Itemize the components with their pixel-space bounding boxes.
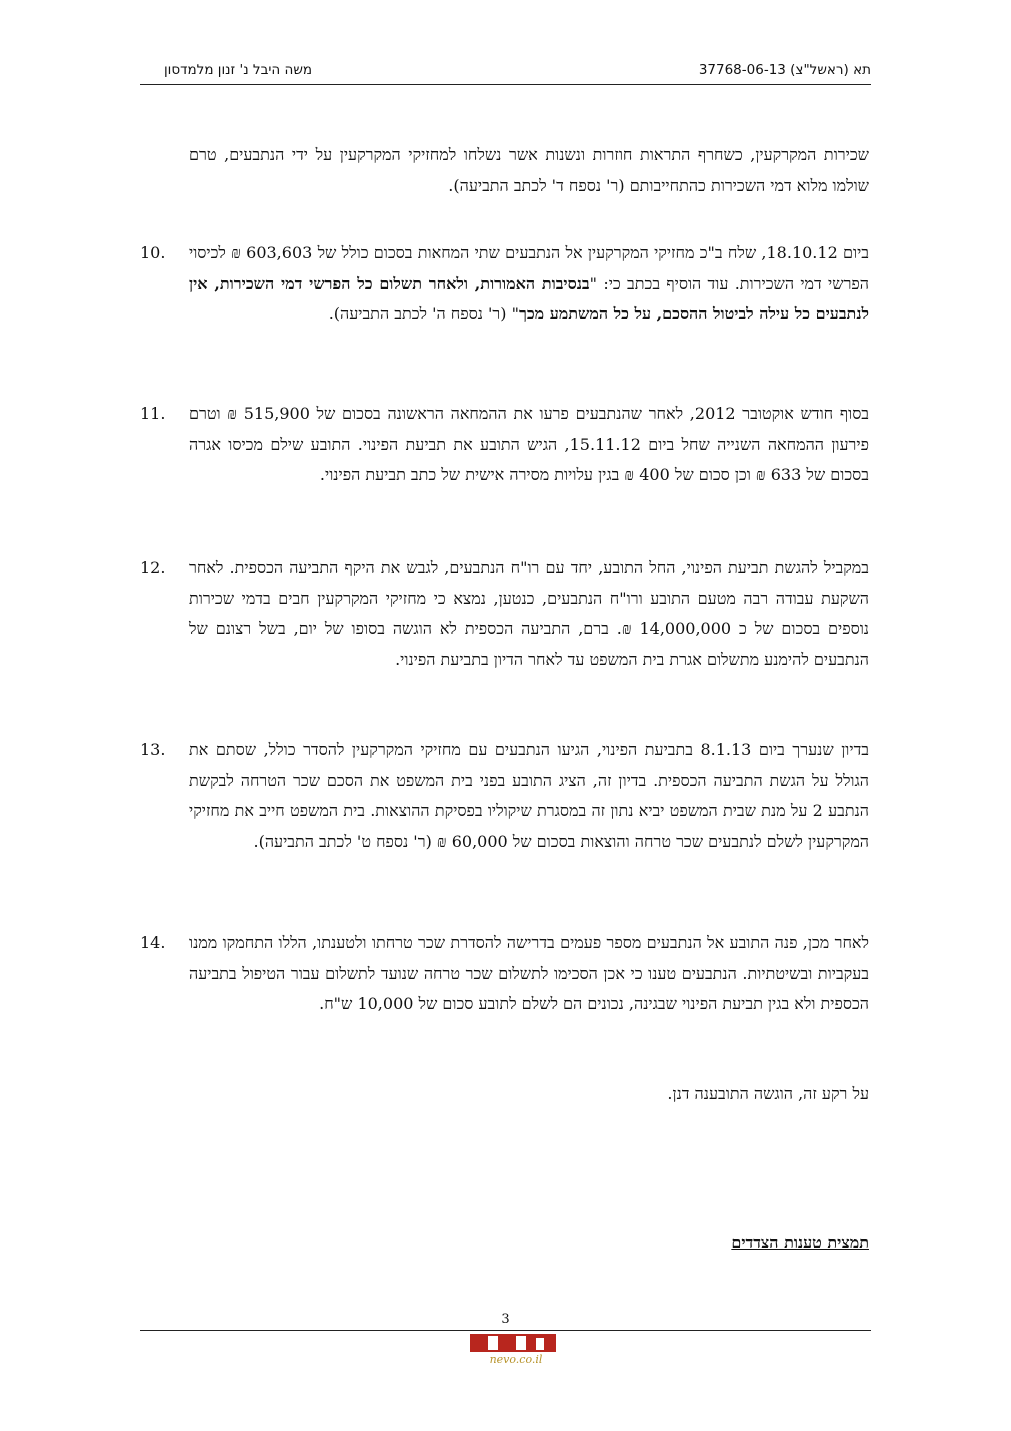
paragraph-number: 12.: [140, 558, 166, 577]
paragraph-number: 10.: [140, 243, 166, 262]
paragraph-10-quote: בנסיבות האמורות, ולאחר תשלום כל הפרשי דמי השכירות, אין לנתבעים כל עילה לביטול ההסכם, על כל המשתמע מכך: [189, 273, 869, 323]
header-case-title: משה היבל נ' זנון מלמדסון: [164, 62, 313, 78]
paragraph-12: במקביל להגשת תביעת הפינוי, החל התובע, יחד עם רו"ח הנתבעים, לגבש את היקף התביעה הכספית. לאחר השקעת עבודה רבה מטעם התובע ורו"ח הנתבעים, כנטען, נמצא כי מחזיקי המקרקעין חבים בדמי שכירות נוספים בסכום של כ 14,000,000 ₪. ברם, התביעה הכספית לא הוגשה בסופו של יום, בשל רצונם של הנתבעים להימנע מתשלום אגרת בית המשפט עד לאחר הדיון בתביעת הפינוי.: [189, 558, 869, 669]
nevo-logo: [466, 1332, 562, 1366]
paragraph-number: 13.: [140, 740, 166, 759]
paragraph-10-text-a: ביום 18.10.12, שלח ב"כ מחזיקי המקרקעין אל הנתבעים שתי המחאות בסכום כולל של 603,603 ₪ לכיסוי הפרשי דמי השכירות. עוד הוסיף בכתב כי: ": [189, 243, 870, 293]
logo-cut: [516, 1336, 526, 1350]
closing-paragraph: על רקע זה, הוגשה התובענה דנן.: [667, 1084, 869, 1103]
paragraph-13: בדיון שנערך ביום 8.1.13 בתביעת הפינוי, הגיעו הנתבעים עם מחזיקי המקרקעין להסדר כולל, שסתם את הגולל על הגשת התביעה הכספית. בדיון זה, הציג התובע בפני בית המשפט את הסכם שכר הטרחה לבקשת הנתבע 2 על מנת שבית המשפט יביא נתון זה במסגרת שיקוליו בפסיקת ההוצאות. בית המשפט חייב את מחזיקי המקרקעין לשלם לנתבעים שכר טרחה והוצאות בסכום של 60,000 ₪ (ר' נספח ט' לכתב התביעה).: [189, 740, 870, 851]
paragraph-10: [189, 238, 869, 330]
paragraph-14: לאחר מכן, פנה התובע אל הנתבעים מספר פעמים בדרישה להסדרת שכר טרחתו ולטענתו, הללו התחמקו ממנו בעקביות ובשיטתיות. הנתבעים טענו כי אכן הסכימו לתשלום שכר טרחה שנועד לתשלום עבור הטיפול בתביעה הכספית ולא בגין תביעת הפינוי שבגינה, נכונים הם לשלם לתובע סכום של 10,000 ש"ח.: [189, 933, 869, 1013]
paragraph-11: בסוף חודש אוקטובר 2012, לאחר שהנתבעים פרעו את ההמחאה הראשונה בסכום של 515,900 ₪ וטרם פירעון ההמחאה השנייה שחל ביום 15.11.12, הגיש התובע את תביעת הפינוי. התובע שילם מכיסו אגרה בסכום של 633 ₪ וכן סכום של 400 ₪ בגין עלויות מסירה אישית של כתב תביעת הפינוי.: [189, 404, 870, 484]
section-heading: תמצית טענות הצדדים: [731, 1233, 869, 1252]
paragraph-number: 11.: [140, 404, 166, 423]
footer-divider: [140, 1330, 871, 1331]
paragraph-10-text-b: " (ר' נספח ה' לכתב התביעה).: [328, 304, 519, 323]
intro-paragraph: שכירות המקרקעין, כשחרף התראות חוזרות ונשנות אשר נשלחו למחזיקי המקרקעין על ידי הנתבעים, טרם שולמו מלוא דמי השכירות כהתחייבותם (ר' נספח ד' לכתב התביעה).: [189, 145, 869, 195]
paragraph-number: 14.: [140, 933, 166, 952]
page-header: [140, 62, 871, 85]
header-case-number: תא (ראשל"צ) 37768-06-13: [698, 62, 871, 78]
logo-text: nevo.co.il: [489, 1353, 543, 1366]
page-number: 3: [501, 1312, 510, 1327]
logo-cut: [536, 1338, 544, 1350]
logo-cut: [488, 1336, 498, 1350]
